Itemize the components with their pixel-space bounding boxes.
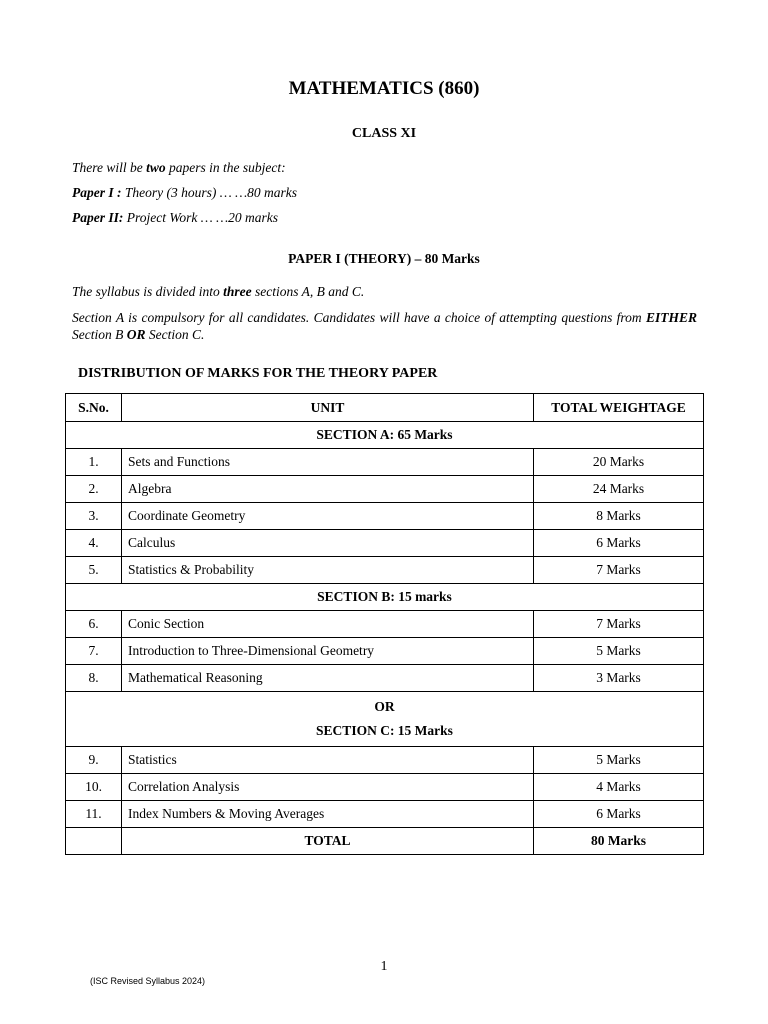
row-sno: 2. <box>66 476 122 503</box>
section-a-row <box>66 422 704 449</box>
row-marks: 24 Marks <box>534 476 704 503</box>
row-unit: Introduction to Three-Dimensional Geometry <box>122 638 534 665</box>
row-sno: 6. <box>66 611 122 638</box>
row-unit: Algebra <box>122 476 534 503</box>
para-text-b: Section B <box>72 327 127 342</box>
marks-distribution-table <box>65 393 704 855</box>
row-marks: 20 Marks <box>534 449 704 476</box>
page-number: 1 <box>380 959 388 974</box>
papers-intro-pre: There will be <box>72 160 147 175</box>
paper1-text: Theory (3 hours) … …80 marks <box>121 185 297 200</box>
table-row <box>66 476 704 503</box>
table-row <box>66 747 704 774</box>
row-marks: 5 Marks <box>534 638 704 665</box>
paper2-text: Project Work … …20 marks <box>123 210 278 225</box>
row-unit: Conic Section <box>122 611 534 638</box>
table-header-row <box>66 394 704 422</box>
row-marks: 6 Marks <box>534 801 704 828</box>
table-row <box>66 638 704 665</box>
paper1-heading: PAPER I (THEORY) – 80 Marks <box>288 251 480 266</box>
row-sno: 5. <box>66 557 122 584</box>
syllabus-count: three <box>223 284 252 299</box>
table-row <box>66 665 704 692</box>
row-sno: 3. <box>66 503 122 530</box>
paper1-line <box>72 185 297 201</box>
row-sno: 7. <box>66 638 122 665</box>
or-section-c-cell <box>66 692 704 747</box>
row-marks: 5 Marks <box>534 747 704 774</box>
row-unit: Coordinate Geometry <box>122 503 534 530</box>
row-unit: Calculus <box>122 530 534 557</box>
row-marks: 4 Marks <box>534 774 704 801</box>
para-or: OR <box>126 327 146 342</box>
row-unit: Correlation Analysis <box>122 774 534 801</box>
row-marks: 8 Marks <box>534 503 704 530</box>
paper2-line <box>72 210 278 226</box>
total-row <box>66 828 704 855</box>
syllabus-sections-line <box>72 284 364 300</box>
row-unit: Sets and Functions <box>122 449 534 476</box>
section-b-row <box>66 584 704 611</box>
para-either: EITHER <box>645 310 697 325</box>
total-label: TOTAL <box>122 828 534 855</box>
row-unit: Statistics & Probability <box>122 557 534 584</box>
table-row <box>66 611 704 638</box>
row-sno: 10. <box>66 774 122 801</box>
para-text-c: Section C. <box>145 327 205 342</box>
table-row <box>66 449 704 476</box>
total-marks: 80 Marks <box>534 828 704 855</box>
table-row <box>66 503 704 530</box>
row-unit: Index Numbers & Moving Averages <box>122 801 534 828</box>
distribution-heading: DISTRIBUTION OF MARKS FOR THE THEORY PAPER <box>78 366 438 381</box>
footer-note: (ISC Revised Syllabus 2024) <box>90 976 206 986</box>
row-sno: 9. <box>66 747 122 774</box>
row-sno: 11. <box>66 801 122 828</box>
header-unit: UNIT <box>122 394 534 422</box>
papers-intro <box>72 160 286 176</box>
section-b-label: SECTION B: 15 marks <box>66 584 704 611</box>
or-section-c-row <box>66 692 704 747</box>
row-sno: 8. <box>66 665 122 692</box>
table-row <box>66 801 704 828</box>
table-row <box>66 774 704 801</box>
papers-intro-count: two <box>146 160 166 175</box>
header-weightage: TOTAL WEIGHTAGE <box>534 394 704 422</box>
document-title: MATHEMATICS (860) <box>288 78 480 99</box>
row-unit: Mathematical Reasoning <box>122 665 534 692</box>
para-text-a: Section A is compulsory for all candidates. Candidates will have a choice of attempting questions from <box>72 310 646 325</box>
table-row <box>66 557 704 584</box>
row-marks: 6 Marks <box>534 530 704 557</box>
table-row <box>66 530 704 557</box>
row-marks: 7 Marks <box>534 611 704 638</box>
section-a-label: SECTION A: 65 Marks <box>66 422 704 449</box>
paper1-label: Paper I : <box>72 185 122 200</box>
total-empty-cell <box>66 828 122 855</box>
row-marks: 7 Marks <box>534 557 704 584</box>
syllabus-post: sections A, B and C. <box>251 284 365 299</box>
row-sno: 4. <box>66 530 122 557</box>
row-marks: 3 Marks <box>534 665 704 692</box>
paper2-label: Paper II: <box>72 210 124 225</box>
row-sno: 1. <box>66 449 122 476</box>
papers-intro-post: papers in the subject: <box>165 160 286 175</box>
class-heading: CLASS XI <box>351 126 417 141</box>
header-sno: S.No. <box>66 394 122 422</box>
row-unit: Statistics <box>122 747 534 774</box>
section-c-label: SECTION C: 15 Marks <box>316 723 453 738</box>
or-label: OR <box>374 699 395 714</box>
section-choice-paragraph <box>72 309 697 343</box>
syllabus-pre: The syllabus is divided into <box>72 284 224 299</box>
